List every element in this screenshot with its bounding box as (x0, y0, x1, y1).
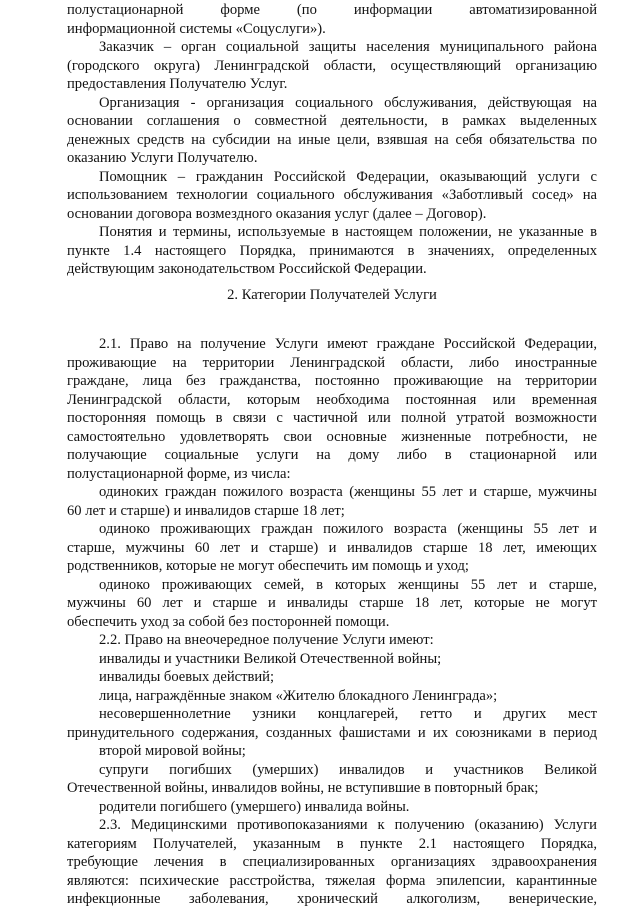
paragraph-term-organization (67, 94, 597, 168)
text-line: одиноких граждан пожилого возраста (женщины 55 лет и старше, мужчины (99, 484, 597, 500)
text-line: получающие социальные услуги на дому либо в стационарной или (67, 447, 597, 463)
paragraph-2-3 (67, 816, 597, 909)
text-line: 2.3. Медицинскими противопоказаниями к получению (оказанию) Услуги (99, 817, 597, 833)
text-line: обеспечить уход за собой без посторонней помощи. (67, 613, 390, 630)
list-item-combat-disabled (67, 668, 597, 687)
list-item-living-alone (67, 520, 597, 576)
text-line: информационной системы «Соцуслуги»). (67, 20, 326, 37)
text-line: старше, мужчины 60 лет и старше) и инвалидов старше 18 лет, имеющих (67, 539, 597, 556)
list-item-blockade (67, 687, 597, 706)
paragraph-2-1 (67, 335, 597, 483)
list-item-wwii-veterans (67, 650, 597, 669)
text-line: 2.1. Право на получение Услуги имеют граждане Российской Федерации, (99, 336, 597, 352)
text-line: требующие лечения в специализированных организациях здравоохранения (67, 854, 597, 870)
paragraph-continuation (67, 1, 597, 38)
text-line: принудительного содержания, созданных фашистами и их союзниками в период (67, 724, 597, 741)
list-item-families (67, 576, 597, 632)
text-line: посторонняя помощь в связи с частичной или полной утратой возможности (67, 410, 597, 426)
text-line: категориям Получателей, указанным в пункте 2.1 настоящего Порядка, (67, 835, 597, 852)
text-line: инвалиды боевых действий; (99, 669, 275, 685)
text-line: основании соглашения о совместной деятельности, в рамках выделенных (67, 113, 597, 129)
text-line: полустационарной форме, из числа: (67, 465, 291, 482)
text-line: (городского округа) Ленинградской области, осуществляющий организацию (67, 57, 597, 74)
text-line: Организация - организация социального обслуживания, действующая на (99, 94, 597, 111)
text-line: полустационарной форме (по информации автоматизированной (67, 2, 597, 18)
paragraph-term-assistant (67, 168, 597, 224)
list-item-parents (67, 798, 597, 817)
text-line: 2.2. Право на внеочередное получение Услуги имеют: (99, 632, 434, 648)
text-line: Помощник – гражданин Российской Федерации, оказывающий услуги с (99, 168, 597, 185)
text-line: использованием технологии социального обслуживания «Заботливый сосед» на (67, 187, 597, 203)
text-line: инвалиды и участники Великой Отечественной войны; (99, 650, 442, 667)
text-line: одиноко проживающих граждан пожилого возраста (женщины 55 лет и (99, 521, 597, 537)
text-line: являются: психические расстройства, тяжелая форма эпилепсии, карантинные (67, 872, 597, 889)
text-line: Отечественной войны, инвалидов войны, не вступившие в повторный брак; (67, 780, 539, 796)
text-line: самостоятельно удовлетворять свои основные жизненные потребности, не (67, 428, 597, 445)
text-line: Заказчик – орган социальной защиты населения муниципального района (99, 39, 597, 55)
text-line: Понятия и термины, используемые в настоящем положении, не указанные в (99, 224, 597, 240)
text-line: лица, награждённые знаком «Жителю блокадного Ленинграда»; (99, 687, 498, 704)
text-line: основании договора возмездного оказания услуг (далее – Договор). (67, 205, 487, 222)
text-line: родители погибшего (умершего) инвалида войны. (99, 798, 410, 815)
text-line: действующим законодательством Российской Федерации. (67, 261, 427, 277)
text-line: граждане, лица без гражданства, постоянно проживающие на территории (67, 373, 597, 389)
text-line: оказанию Услуги Получателю. (67, 150, 258, 166)
text-line: проживающие на территории Ленинградской области, либо иностранные (67, 354, 597, 371)
text-line: одиноко проживающих семей, в которых женщины 55 лет и старше, (99, 576, 597, 593)
text-line: предоставления Получателю Услуг. (67, 76, 288, 92)
text-line: супруги погибших (умерших) инвалидов и участников Великой (99, 761, 597, 778)
text-line: денежных средств на субсидии на иные цели, взявшая на себя обязательства по (67, 131, 597, 148)
text-line: 60 лет и старше) и инвалидов старше 18 лет; (67, 502, 345, 519)
list-item-spouses (67, 761, 597, 798)
paragraph-term-customer (67, 38, 597, 94)
paragraph-2-2 (67, 631, 597, 650)
text-line: второй мировой войны; (99, 743, 246, 759)
text-line: инфекционные заболевания, хронический алкоголизм, венерические, (67, 891, 597, 907)
text-line: Ленинградской области, которым необходима постоянная или временная (67, 391, 597, 408)
text-line: мужчины 60 лет и старше и инвалиды старше 18 лет, которые не могут (67, 595, 597, 611)
text-line: родственников, которые не могут обеспечить им помощь и уход; (67, 558, 469, 574)
paragraph-terms-other (67, 223, 597, 279)
text-line: несовершеннолетние узники концлагерей, гетто и других мест (99, 706, 597, 722)
text-line: пункте 1.4 настоящего Порядка, принимаются в значениях, определенных (67, 242, 597, 259)
list-item-prisoners (67, 705, 597, 761)
section-title: 2. Категории Получателей Услуги (227, 286, 437, 303)
list-item-lonely-elderly (67, 483, 597, 520)
